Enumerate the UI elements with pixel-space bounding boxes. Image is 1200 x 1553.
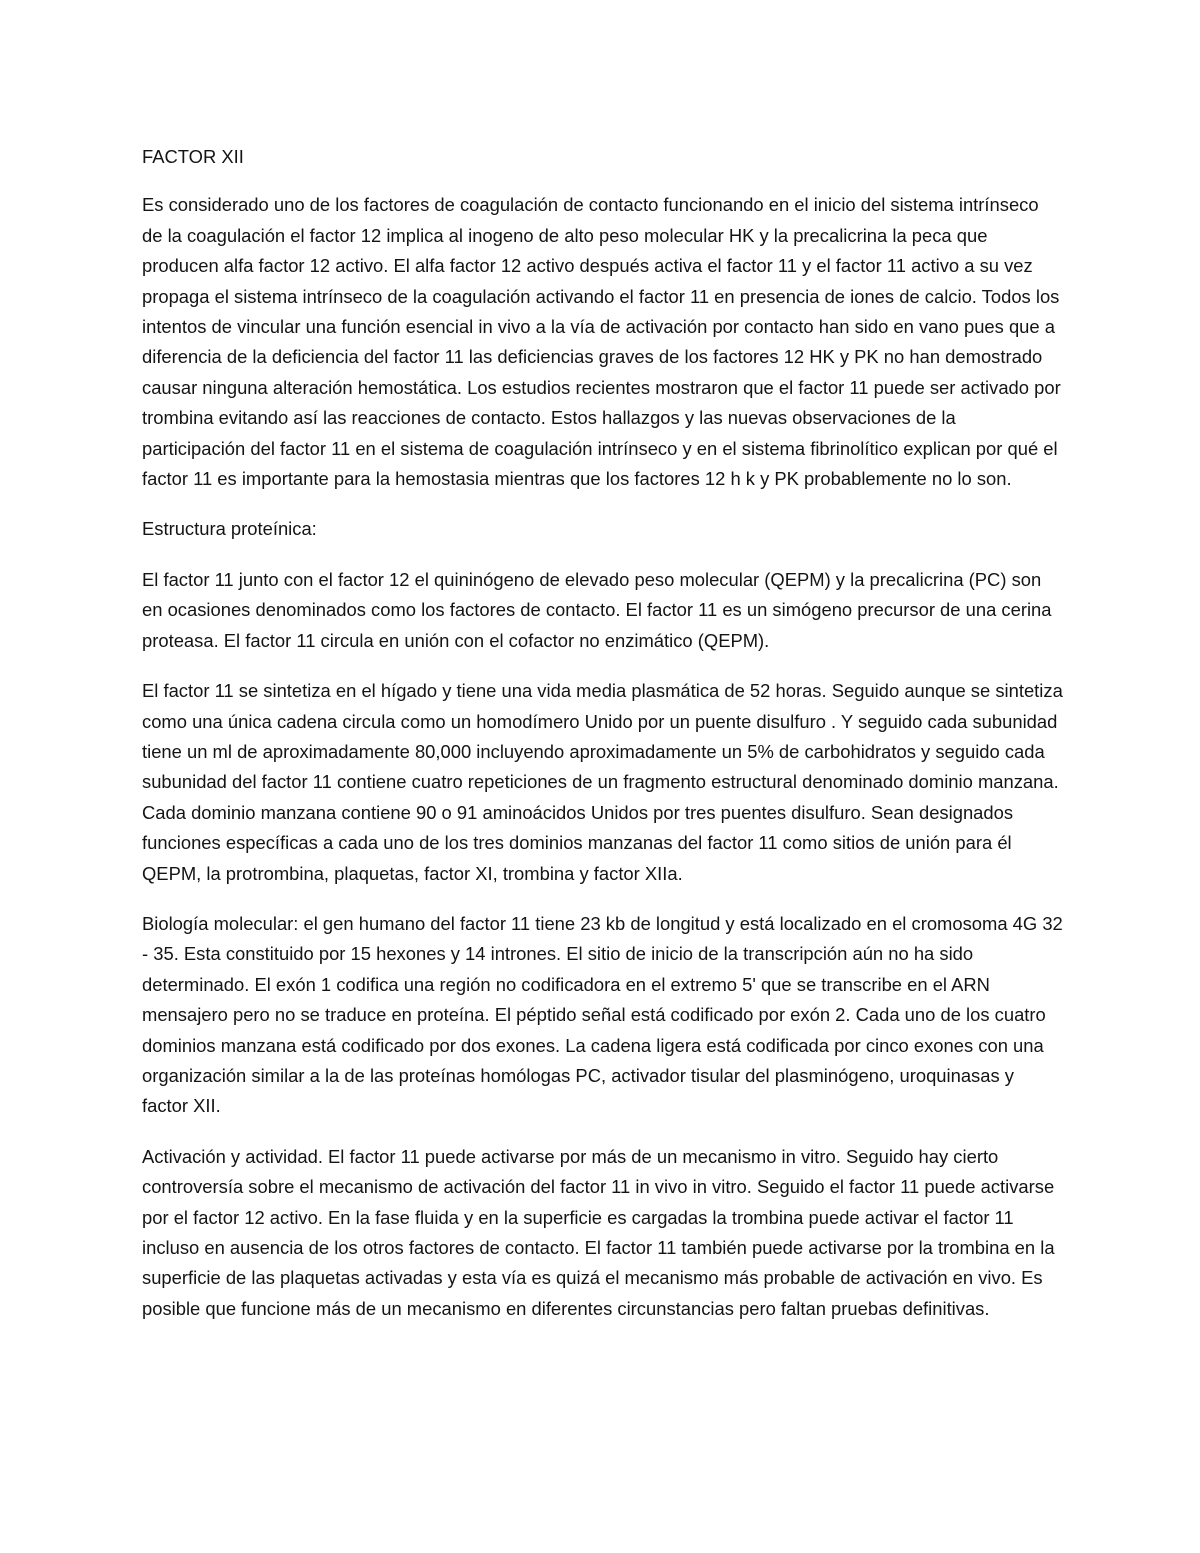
section-heading-protein-structure: Estructura proteínica:: [142, 518, 317, 540]
paragraph-activation: Activación y actividad. El factor 11 puede activarse por más de un mecanismo in vitro. Seguido hay cierto controversía sobre el mecanismo de activación del factor 11 in vivo in vitro. Seguido el factor 11 puede activarse por el factor 12 activo. En la fase fluida y en la superficie es cargadas la trombina puede activar el factor 11 incluso en ausencia de los otros factores de contacto. El factor 11 también puede activarse por la trombina en la superficie de las plaquetas activadas y esta vía es quizá el mecanismo más probable de activación en vivo. Es posible que funcione más de un mecanismo en diferentes circunstancias pero faltan pruebas definitivas.: [142, 1145, 1055, 1319]
intro-paragraph: Es considerado uno de los factores de coagulación de contacto funcionando en el inicio del sistema intrínseco de la coagulación el factor 12 implica al inogeno de alto peso molecular HK y la precalicrina la peca que producen alfa factor 12 activo. El alfa factor 12 activo después activa el factor 11 y el factor 11 activo a su vez propaga el sistema intrínseco de la coagulación activando el factor 11 en presencia de iones de calcio. Todos los intentos de vincular una función esencial in vivo a la vía de activación por contacto han sido en vano pues que a diferencia de la deficiencia del factor 11 las deficiencias graves de los factores 12 HK y PK no han demostrado causar ninguna alteración hemostática. Los estudios recientes mostraron que el factor 11 puede ser activado por trombina evitando así las reacciones de contacto. Estos hallazgos y las nuevas observaciones de la participación del factor 11 en el sistema de coagulación intrínseco y en el sistema fibrinolítico explican por qué el factor 11 es importante para la hemostasia mientras que los factores 12 h k y PK probablemente no lo son.: [142, 194, 1061, 490]
paragraph-molecular-biology: Biología molecular: el gen humano del factor 11 tiene 23 kb de longitud y está localizado en el cromosoma 4G 32 - 35. Esta constituido por 15 hexones y 14 intrones. El sitio de inicio de la transcripción aún no ha sido determinado. El exón 1 codifica una región no codificadora en el extremo 5' que se transcribe en el ARN mensajero pero no se traduce en proteína. El péptido señal está codificado por exón 2. Cada uno de los cuatro dominios manzana está codificado por dos exones. La cadena ligera está codificada por cinco exones con una organización similar a la de las proteínas homólogas PC, activador tisular del plasminógeno, uroquinasas y factor XII.: [142, 912, 1063, 1117]
paragraph-synthesis: El factor 11 se sintetiza en el hígado y tiene una vida media plasmática de 52 horas. Seguido aunque se sintetiza como una única cadena circula como un homodímero Unido por un puente disulfuro . Y seguido cada subunidad tiene un ml de aproximadamente 80,000 incluyendo aproximadamente un 5% de carbohidratos y seguido cada subunidad del factor 11 contiene cuatro repeticiones de un fragmento estructural denominado dominio manzana. Cada dominio manzana contiene 90 o 91 aminoácidos Unidos por tres puentes disulfuro. Sean designados funciones específicas a cada uno de los tres dominios manzanas del factor 11 como sitios de unión para él QEPM, la protrombina, plaquetas, factor XI, trombina y factor XIIa.: [142, 680, 1063, 884]
paragraph-contact-factors: El factor 11 junto con el factor 12 el quininógeno de elevado peso molecular (QEPM) y la precalicrina (PC) son en ocasiones denominados como los factores de contacto. El factor 11 es un simógeno precursor de una cerina proteasa. El factor 11 circula en unión con el cofactor no enzimático (QEPM).: [142, 568, 1052, 651]
document-title: FACTOR XII: [142, 146, 244, 167]
